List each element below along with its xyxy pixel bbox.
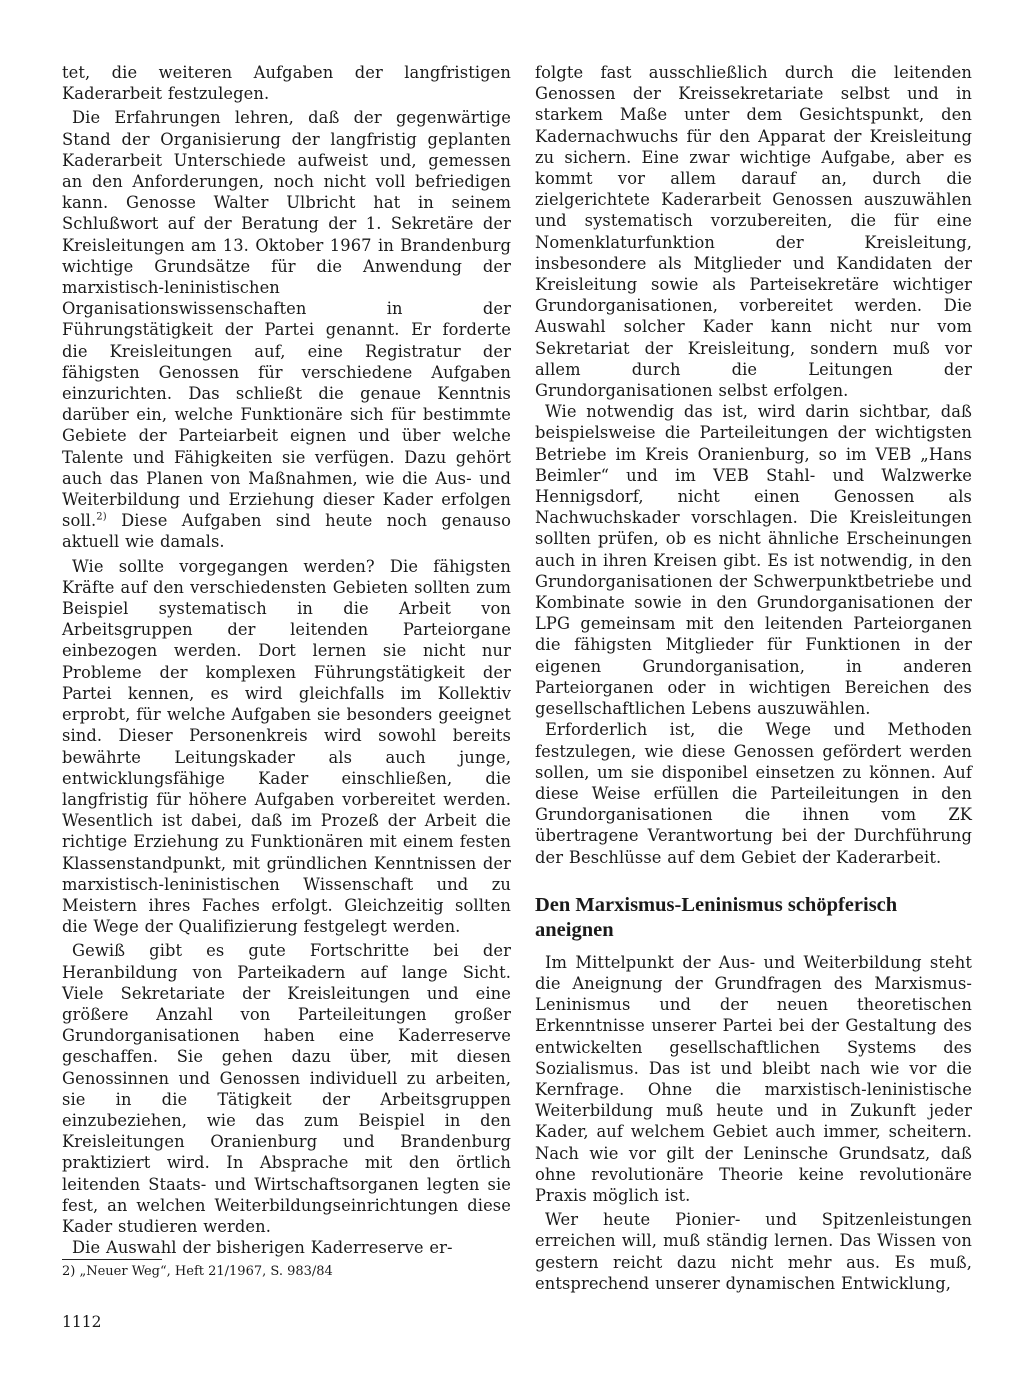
paragraph-vorgehen: Wie sollte vorgegangen werden? Die fähigsten Kräfte auf den verschiedensten Gebieten sollten zum Beispiel systematisch in die Arbeit von Arbeitsgruppen der leitenden Parteiorgane einbezogen werden. Dort lernen sie nicht nur Probleme der komplexen Führungstätigkeit der Partei kennen, es wird gleichfalls im Kollektiv erprobt, für welche Aufgaben sie besonders geeignet sind. Dieser Personenkreis wird sowohl bereits bewährte Leitungskader als auch junge, entwicklungsfähige Kader einschließen, die langfristig für höhere Aufgaben vorbereitet werden. Wesentlich ist dabei, daß im Prozeß der Arbeit die richtige Erziehung zu Funktionären mit einem festen Klassenstandpunkt, mit gründlichen Kenntnissen der marxistisch-leninistischen Wissenschaft und zu Meistern ihres Faches erfolgt. Gleichzeitig sollten die Wege der Qualifizierung festgelegt werden. [62,556,511,937]
section-heading: Den Marxismus-Leninismus schöpferisch aneignen [535,893,898,941]
left-column [62,62,511,1258]
footnote-reference: 2) [96,511,107,523]
right-column [535,62,972,1294]
page-number: 1112 [62,1313,102,1331]
paragraph-folgte: folgte fast ausschließlich durch die leitenden Genossen der Kreissekretariate selbst und in starkem Maße unter dem Gesichtspunkt, den Kadernachwuchs für den Apparat der Kreisleitung zu sichern. Eine zwar wichtige Aufgabe, aber es kommt vor allem darauf an, durch die zielgerichtete Kaderarbeit Genossen auszuwählen und systematisch vorzubereiten, die für eine Nomenklaturfunktion der Kreisleitung, insbesondere als Mitglieder und Kandidaten der Kreisleitung sowie als Parteisekretäre wichtiger Grundorganisationen, vorbereitet werden. Die Auswahl solcher Kader kann nicht nur vom Sekretariat der Kreisleitung, sondern muß vor allem durch die Leitungen der Grundorganisationen selbst erfolgen. [535,63,972,401]
footnote-divider [62,1259,162,1260]
paragraph-continuation: tet, die weiteren Aufgaben der langfristigen Kaderarbeit festzulegen. [62,63,511,104]
paragraph-fortschritte: Gewiß gibt es gute Fortschritte bei der Heranbildung von Parteikadern auf lange Sicht. Viele Sekretariate der Kreisleitungen und eine größere Anzahl von Parteileitungen großer Grundorganisationen haben eine Kaderreserve geschaffen. Sie gehen dazu über, mit diesen Genossinnen und Genossen individuell zu arbeiten, sie in die Tätigkeit der Arbeitsgruppen einzubeziehen, wie das zum Beispiel in den Kreisleitungen Oranienburg und Brandenburg praktiziert wird. In Absprache mit den örtlich leitenden Staats- und Wirtschaftsorganen legten sie fest, an welchen Weiterbildungseinrichtungen diese Kader studieren werden. [62,941,511,1236]
paragraph-notwendig: Wie notwendig das ist, wird darin sichtbar, daß beispielsweise die Parteileitungen der wichtigsten Betriebe im Kreis Oranienburg, so im VEB „Hans Beimler“ und im VEB Stahl- und Walzwerke Hennigsdorf, nicht einen Genossen als Nachwuchskader vorschlagen. Die Kreisleitungen sollten prüfen, ob es nicht ähnliche Erscheinungen auch in ihren Kreisen gibt. Es ist notwendig, in den Grundorganisationen der Schwerpunktbetriebe und Kombinate sowie in den Grundorganisationen der LPG gemeinsam mit den leitenden Parteiorganen die fähigsten Mitglieder für Funktionen in der eigenen Grundorganisation, in anderen Parteiorganen oder in wichtigen Bereichen des gesellschaftlichen Lebens auszuwählen. [535,402,972,719]
paragraph-pionier: Wer heute Pionier- und Spitzenleistungen erreichen will, muß ständig lernen. Das Wissen von gestern reicht dazu nicht mehr aus. Es muß, entsprechend unserer dynamischen Entwicklung, [535,1210,972,1293]
paragraph-mittelpunkt: Im Mittelpunkt der Aus- und Weiterbildung steht die Aneignung der Grundfragen des Marxismus-Leninismus und der neuen theoretischen Erkenntnisse unserer Partei bei der Gestaltung des entwickelten gesellschaftlichen Systems des Sozialismus. Das ist und bleibt nach wie vor die Kernfrage. Ohne die marxistisch-leninistische Weiterbildung muß heute und in Zukunft jeder Kader, auf welchem Gebiet auch immer, scheitern. Nach wie vor gilt der Leninsche Grundsatz, daß ohne revolutionäre Theorie keine revolutionäre Praxis möglich ist. [535,952,972,1205]
paragraph-erforderlich: Erforderlich ist, die Wege und Methoden festzulegen, wie diese Genossen gefördert werden sollen, um sie disponibel einsetzen zu können. Auf diese Weise erfüllen die Parteileitungen in den Grundorganisationen die ihnen vom ZK übertragene Verantwortung bei der Durchführung der Beschlüsse auf dem Gebiet der Kaderarbeit. [535,720,972,867]
paragraph-auswahl: Die Auswahl der bisherigen Kaderreserve er- [72,1238,453,1258]
paragraph-erfahrungen-tail: Diese Aufgaben sind heute noch genauso aktuell wie damals. [62,511,511,552]
footnote: 2) „Neuer Weg“, Heft 21/1967, S. 983/84 [62,1264,333,1279]
paragraph-erfahrungen [62,107,511,552]
paragraph-erfahrungen-text: Die Erfahrungen lehren, daß der gegenwärtige Stand der Organisierung der langfristig geplanten Kaderarbeit Unterschiede aufweist und, gemessen an den Anforderungen, noch nicht voll befriedigen kann. Genosse Walter Ulbricht hat in seinem Schlußwort auf der Beratung der 1. Sekretäre der Kreisleitungen am 13. Oktober 1967 in Brandenburg wichtige Grundsätze für die Anwendung der marxistisch-leninistischen Organisationswissenschaften in der Führungstätigkeit der Partei genannt. Er forderte die Kreisleitungen auf, eine Registratur der fähigsten Genossen für verschiedene Aufgaben einzurichten. Das schließt die genaue Kenntnis darüber ein, welche Funktionäre sich für bestimmte Gebiete der Parteiarbeit eignen und über welche Talente und Fähigkeiten sie verfügen. Dazu gehört auch das Planen von Maßnahmen, wie die Aus- und Weiterbildung und Erziehung dieser Kader erfolgen soll. [62,108,511,531]
